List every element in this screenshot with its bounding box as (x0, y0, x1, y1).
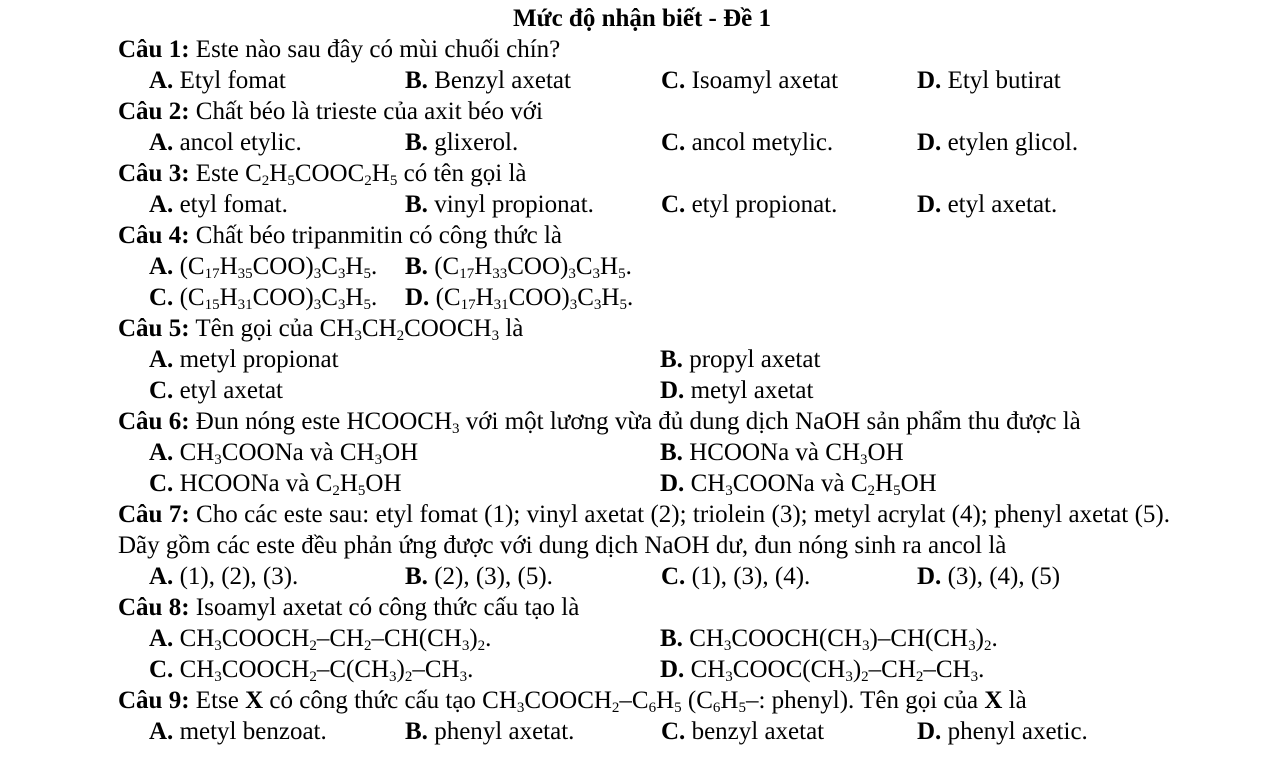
option-d (405, 282, 633, 313)
option-letter: D. (917, 718, 942, 745)
option-text: $CH_3COOCH(CH_3)-CH(CH_3)_2$. (689, 625, 998, 654)
option-a (149, 623, 660, 654)
option-c (661, 127, 917, 158)
question-text: Đun nóng este $HCOOCH_3$ với một lương vừa đủ dung dịch NaOH sản phẩm thu được là (195, 408, 1081, 437)
option-a (149, 251, 405, 282)
question-1-stem (118, 34, 1170, 65)
option-letter: B. (660, 625, 683, 652)
option-c (661, 65, 917, 96)
option-text: $CH_3COONa$ và $C_2H_5OH$ (690, 470, 937, 499)
question-5-options-row2 (118, 375, 1170, 406)
option-letter: D. (660, 656, 685, 683)
option-letter: C. (149, 377, 174, 404)
option-letter: C. (661, 718, 686, 745)
option-a (149, 716, 405, 747)
option-letter: B. (405, 253, 428, 280)
option-text: ancol metylic. (691, 129, 834, 156)
option-text: propyl axetat (689, 346, 821, 373)
option-a (149, 65, 405, 96)
option-letter: C. (661, 191, 686, 218)
option-c (149, 375, 660, 406)
option-letter: C. (661, 67, 686, 94)
question-text: Chất béo tripanmitin có công thức là (195, 222, 563, 249)
option-text: etyl propionat. (691, 191, 838, 218)
option-letter: B. (405, 718, 428, 745)
question-text: Este nào sau đây có mùi chuối chín? (195, 36, 561, 63)
option-c (661, 561, 917, 592)
question-6-options-row1 (118, 437, 1170, 468)
option-text: etyl fomat. (179, 191, 288, 218)
option-letter: A. (149, 346, 174, 373)
option-text: metyl benzoat. (179, 718, 327, 745)
question-2-options (118, 127, 1170, 158)
question-3-options (118, 189, 1170, 220)
option-letter: C. (149, 656, 174, 683)
option-text: (2), (3), (5). (434, 563, 553, 590)
option-letter: B. (405, 563, 428, 590)
option-letter: B. (405, 191, 428, 218)
option-text: $CH_3COONa$ và $CH_3OH$ (179, 439, 419, 468)
option-text: vinyl propionat. (434, 191, 594, 218)
question-5-options-row1 (118, 344, 1170, 375)
question-label: Câu 2: (118, 98, 190, 125)
question-text: Cho các este sau: etyl fomat (1); vinyl axetat (2); triolein (3); metyl acrylat (4); phenyl axetat (5). Dãy gồm các este đều phản ứng được với dung dịch NaOH dư, đun nóng sinh ra ancol là (118, 501, 1170, 559)
option-text: HCOONa và $C_2H_5OH$ (179, 470, 402, 499)
option-text: $(C_{17}H_{33}COO)_3C_3H_5$. (434, 253, 632, 282)
question-5-stem (118, 313, 1170, 344)
option-text: Etyl butirat (947, 67, 1061, 94)
question-9-options (118, 716, 1170, 747)
option-letter: A. (149, 129, 174, 156)
option-b (405, 65, 661, 96)
option-c (149, 654, 660, 685)
option-b (660, 623, 998, 654)
option-letter: A. (149, 253, 174, 280)
question-2-stem (118, 96, 1170, 127)
question-label: Câu 4: (118, 222, 190, 249)
option-text: (1), (3), (4). (691, 563, 811, 590)
option-text: HCOONa và $CH_3OH$ (689, 439, 904, 468)
option-a (149, 127, 405, 158)
question-8-options-row1 (118, 623, 1170, 654)
question-3-stem (118, 158, 1170, 189)
question-4-stem (118, 220, 1170, 251)
option-text: ancol etylic. (179, 129, 302, 156)
question-label: Câu 6: (118, 408, 190, 435)
option-b (405, 189, 661, 220)
option-c (661, 189, 917, 220)
option-d (917, 716, 1088, 747)
option-d (917, 127, 1078, 158)
option-d (660, 375, 813, 406)
question-6-stem (118, 406, 1170, 437)
option-b (405, 561, 661, 592)
option-text: etyl axetat (179, 377, 283, 404)
option-text: $CH_3COOCH_2-CH_2-CH(CH_3)_2$. (179, 625, 492, 654)
option-b (660, 344, 820, 375)
option-letter: D. (660, 377, 685, 404)
option-text: $(C_{15}H_{31}COO)_3C_3H_5$. (179, 284, 378, 313)
option-text: phenyl axetic. (947, 718, 1088, 745)
option-letter: A. (149, 67, 174, 94)
option-letter: D. (917, 563, 942, 590)
question-list (118, 34, 1170, 747)
question-8-stem (118, 592, 1170, 623)
option-text: etyl axetat. (947, 191, 1058, 218)
option-text: $(C_{17}H_{31}COO)_3C_3H_5$. (435, 284, 634, 313)
option-letter: D. (917, 191, 942, 218)
page-title: Mức độ nhận biết - Đề 1 (512, 5, 772, 32)
question-9-stem (118, 685, 1170, 716)
option-b (660, 437, 904, 468)
question-label: Câu 1: (118, 36, 190, 63)
question-6-options-row2 (118, 468, 1170, 499)
option-text: glixerol. (434, 129, 519, 156)
question-7-options (118, 561, 1170, 592)
option-a (149, 437, 660, 468)
option-letter: C. (661, 129, 686, 156)
option-text: benzyl axetat (691, 718, 825, 745)
option-d (917, 189, 1057, 220)
option-letter: A. (149, 625, 174, 652)
option-text: Etyl fomat (179, 67, 286, 94)
option-letter: A. (149, 563, 174, 590)
option-letter: D. (405, 284, 430, 311)
option-text: Benzyl axetat (434, 67, 571, 94)
question-8-options-row2 (118, 654, 1170, 685)
question-text: Tên gọi của $CH_3CH_2COOCH_3$ là (195, 315, 524, 344)
option-letter: C. (149, 284, 174, 311)
option-text: metyl propionat (179, 346, 339, 373)
question-text: Isoamyl axetat có công thức cấu tạo là (195, 594, 580, 621)
option-letter: A. (149, 439, 174, 466)
question-label: Câu 5: (118, 315, 190, 342)
option-a (149, 189, 405, 220)
option-text: etylen glicol. (947, 129, 1079, 156)
option-letter: B. (660, 439, 683, 466)
option-b (405, 127, 661, 158)
option-letter: D. (917, 129, 942, 156)
option-letter: C. (661, 563, 686, 590)
option-b (405, 716, 661, 747)
option-letter: B. (405, 67, 428, 94)
question-text: Chất béo là trieste của axit béo với (195, 98, 543, 125)
option-letter: A. (149, 191, 174, 218)
option-c (149, 468, 660, 499)
option-d (660, 468, 937, 499)
question-label: Câu 3: (118, 160, 190, 187)
question-1-options (118, 65, 1170, 96)
option-d (660, 654, 984, 685)
question-label: Câu 7: (118, 501, 190, 528)
option-a (149, 344, 660, 375)
option-text: metyl axetat (690, 377, 814, 404)
option-text: $(C_{17}H_{35}COO)_3C_3H_5$. (179, 253, 378, 282)
option-d (917, 65, 1061, 96)
option-b (405, 251, 632, 282)
option-a (149, 561, 405, 592)
question-text: Etse X có công thức cấu tạo $CH_3COOCH_2-C_6H_5$ ($C_6H_5-$: phenyl). Tên gọi của X là (195, 687, 1027, 716)
question-text: Este $C_2H_5COOC_2H_5$ có tên gọi là (195, 160, 527, 189)
question-label: Câu 9: (118, 687, 190, 714)
option-letter: D. (917, 67, 942, 94)
option-letter: D. (660, 470, 685, 497)
question-7-stem (118, 499, 1170, 561)
option-c (149, 282, 405, 313)
option-c (661, 716, 917, 747)
option-text: (3), (4), (5) (947, 563, 1061, 590)
option-letter: B. (405, 129, 428, 156)
option-text: Isoamyl axetat (691, 67, 839, 94)
option-d (917, 561, 1060, 592)
option-text: (1), (2), (3). (179, 563, 299, 590)
question-4-options-row1 (118, 251, 1170, 282)
option-text: $CH_3COOC(CH_3)_2-CH_2-CH_3$. (690, 656, 985, 685)
option-text: $CH_3COOCH_2-C(CH_3)_2-CH_3$. (179, 656, 474, 685)
option-text: phenyl axetat. (434, 718, 575, 745)
question-4-options-row2 (118, 282, 1170, 313)
option-letter: B. (660, 346, 683, 373)
option-letter: A. (149, 718, 174, 745)
option-letter: C. (149, 470, 174, 497)
question-label: Câu 8: (118, 594, 190, 621)
